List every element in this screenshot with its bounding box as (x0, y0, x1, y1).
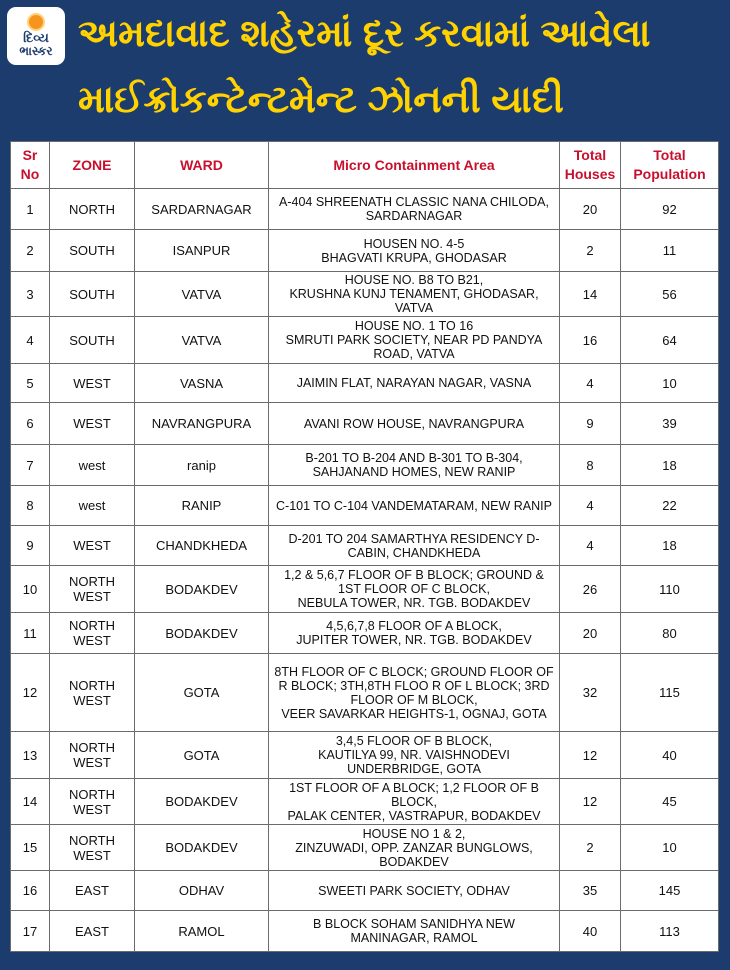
cell-ward: VASNA (135, 364, 269, 403)
cell-houses: 2 (560, 825, 621, 871)
cell-population: 110 (621, 566, 719, 613)
cell-ward: BODAKDEV (135, 779, 269, 825)
table-row (11, 732, 719, 779)
sun-icon (29, 15, 43, 29)
cell-zone: SOUTH (50, 317, 135, 364)
cell-zone: NORTH WEST (50, 732, 135, 779)
cell-sr: 8 (11, 486, 50, 526)
cell-houses: 16 (560, 317, 621, 364)
cell-ward: GOTA (135, 654, 269, 732)
cell-sr: 4 (11, 317, 50, 364)
table-row (11, 911, 719, 952)
cell-area: HOUSEN NO. 4-5 BHAGVATI KRUPA, GHODASAR (269, 230, 560, 272)
cell-population: 11 (621, 230, 719, 272)
cell-ward: BODAKDEV (135, 566, 269, 613)
logo-line-2: ભાસ્કર (19, 43, 53, 58)
cell-area: C-101 TO C-104 VANDEMATARAM, NEW RANIP (269, 486, 560, 526)
cell-ward: BODAKDEV (135, 825, 269, 871)
cell-zone: EAST (50, 911, 135, 952)
cell-houses: 12 (560, 779, 621, 825)
table-row (11, 317, 719, 364)
table-row (11, 445, 719, 486)
containment-zone-table (10, 141, 719, 952)
table-row (11, 272, 719, 317)
cell-sr: 5 (11, 364, 50, 403)
cell-sr: 10 (11, 566, 50, 613)
table-row (11, 486, 719, 526)
cell-houses: 4 (560, 486, 621, 526)
table-row (11, 825, 719, 871)
cell-zone: NORTH WEST (50, 825, 135, 871)
cell-population: 92 (621, 189, 719, 230)
cell-ward: RAMOL (135, 911, 269, 952)
cell-zone: NORTH WEST (50, 654, 135, 732)
cell-population: 39 (621, 403, 719, 445)
cell-area: 1,2 & 5,6,7 FLOOR OF B BLOCK; GROUND & 1ST FLOOR OF C BLOCK, NEBULA TOWER, NR. TGB. BODAKDEV (269, 566, 560, 613)
cell-sr: 15 (11, 825, 50, 871)
cell-area: 8TH FLOOR OF C BLOCK; GROUND FLOOR OF R BLOCK; 3TH,8TH FLOO R OF L BLOCK; 3RD FLOOR OF M BLOCK, VEER SAVARKAR HEIGHTS-1, OGNAJ, GOTA (269, 654, 560, 732)
cell-ward: NAVRANGPURA (135, 403, 269, 445)
cell-zone: WEST (50, 526, 135, 566)
cell-sr: 17 (11, 911, 50, 952)
cell-ward: ISANPUR (135, 230, 269, 272)
cell-houses: 26 (560, 566, 621, 613)
cell-sr: 16 (11, 871, 50, 911)
table-row (11, 230, 719, 272)
cell-area: A-404 SHREENATH CLASSIC NANA CHILODA, SARDARNAGAR (269, 189, 560, 230)
cell-houses: 8 (560, 445, 621, 486)
cell-houses: 20 (560, 613, 621, 654)
cell-sr: 7 (11, 445, 50, 486)
table-row (11, 566, 719, 613)
cell-sr: 9 (11, 526, 50, 566)
cell-houses: 4 (560, 364, 621, 403)
logo-line-1: દિવ્ય (23, 29, 49, 45)
cell-houses: 14 (560, 272, 621, 317)
table-row (11, 871, 719, 911)
cell-houses: 9 (560, 403, 621, 445)
cell-population: 64 (621, 317, 719, 364)
cell-ward: CHANDKHEDA (135, 526, 269, 566)
cell-zone: SOUTH (50, 230, 135, 272)
table-row (11, 779, 719, 825)
cell-population: 18 (621, 526, 719, 566)
cell-houses: 32 (560, 654, 621, 732)
cell-ward: VATVA (135, 317, 269, 364)
cell-population: 80 (621, 613, 719, 654)
cell-houses: 40 (560, 911, 621, 952)
header-total-population: Total Population (621, 142, 719, 189)
cell-zone: WEST (50, 403, 135, 445)
table-row (11, 526, 719, 566)
table-row (11, 189, 719, 230)
cell-zone: WEST (50, 364, 135, 403)
cell-sr: 14 (11, 779, 50, 825)
table-row (11, 654, 719, 732)
cell-houses: 4 (560, 526, 621, 566)
cell-zone: EAST (50, 871, 135, 911)
header-sr-no: Sr No (11, 142, 50, 189)
cell-population: 145 (621, 871, 719, 911)
cell-area: B-201 TO B-204 AND B-301 TO B-304, SAHJANAND HOMES, NEW RANIP (269, 445, 560, 486)
cell-area: 1ST FLOOR OF A BLOCK; 1,2 FLOOR OF B BLOCK, PALAK CENTER, VASTRAPUR, BODAKDEV (269, 779, 560, 825)
cell-ward: ranip (135, 445, 269, 486)
header-area: Micro Containment Area (269, 142, 560, 189)
cell-population: 115 (621, 654, 719, 732)
cell-zone: NORTH WEST (50, 613, 135, 654)
cell-population: 45 (621, 779, 719, 825)
table-row (11, 364, 719, 403)
cell-zone: west (50, 486, 135, 526)
cell-ward: RANIP (135, 486, 269, 526)
table-row (11, 403, 719, 445)
cell-population: 40 (621, 732, 719, 779)
cell-population: 113 (621, 911, 719, 952)
cell-ward: GOTA (135, 732, 269, 779)
header-ward: WARD (135, 142, 269, 189)
cell-sr: 2 (11, 230, 50, 272)
cell-area: HOUSE NO 1 & 2, ZINZUWADI, OPP. ZANZAR BUNGLOWS, BODAKDEV (269, 825, 560, 871)
header-zone: ZONE (50, 142, 135, 189)
cell-houses: 12 (560, 732, 621, 779)
cell-area: SWEETI PARK SOCIETY, ODHAV (269, 871, 560, 911)
divya-bhaskar-logo (7, 7, 65, 65)
cell-population: 10 (621, 364, 719, 403)
cell-area: D-201 TO 204 SAMARTHYA RESIDENCY D-CABIN, CHANDKHEDA (269, 526, 560, 566)
cell-sr: 1 (11, 189, 50, 230)
table-header-row (11, 142, 719, 189)
cell-zone: west (50, 445, 135, 486)
cell-area: 3,4,5 FLOOR OF B BLOCK, KAUTILYA 99, NR. VAISHNODEVI UNDERBRIDGE, GOTA (269, 732, 560, 779)
cell-houses: 2 (560, 230, 621, 272)
cell-area: 4,5,6,7,8 FLOOR OF A BLOCK, JUPITER TOWER, NR. TGB. BODAKDEV (269, 613, 560, 654)
cell-population: 22 (621, 486, 719, 526)
cell-sr: 6 (11, 403, 50, 445)
cell-zone: NORTH (50, 189, 135, 230)
table-row (11, 613, 719, 654)
cell-ward: SARDARNAGAR (135, 189, 269, 230)
cell-population: 18 (621, 445, 719, 486)
cell-zone: NORTH WEST (50, 566, 135, 613)
cell-sr: 12 (11, 654, 50, 732)
cell-ward: ODHAV (135, 871, 269, 911)
cell-area: AVANI ROW HOUSE, NAVRANGPURA (269, 403, 560, 445)
cell-population: 56 (621, 272, 719, 317)
cell-area: HOUSE NO. 1 TO 16 SMRUTI PARK SOCIETY, NEAR PD PANDYA ROAD, VATVA (269, 317, 560, 364)
page-title-line-2: માઈક્રોકન્ટેન્ટમેન્ટ ઝોનની યાદી (78, 79, 564, 121)
cell-houses: 20 (560, 189, 621, 230)
cell-population: 10 (621, 825, 719, 871)
cell-ward: BODAKDEV (135, 613, 269, 654)
header-total-houses: Total Houses (560, 142, 621, 189)
cell-area: HOUSE NO. B8 TO B21, KRUSHNA KUNJ TENAMENT, GHODASAR, VATVA (269, 272, 560, 317)
page-title-line-1: અમદાવાદ શહેરમાં દૂર કરવામાં આવેલા (78, 13, 651, 55)
cell-zone: SOUTH (50, 272, 135, 317)
cell-ward: VATVA (135, 272, 269, 317)
cell-sr: 13 (11, 732, 50, 779)
cell-houses: 35 (560, 871, 621, 911)
cell-sr: 11 (11, 613, 50, 654)
cell-zone: NORTH WEST (50, 779, 135, 825)
cell-area: B BLOCK SOHAM SANIDHYA NEW MANINAGAR, RAMOL (269, 911, 560, 952)
cell-area: JAIMIN FLAT, NARAYAN NAGAR, VASNA (269, 364, 560, 403)
cell-sr: 3 (11, 272, 50, 317)
